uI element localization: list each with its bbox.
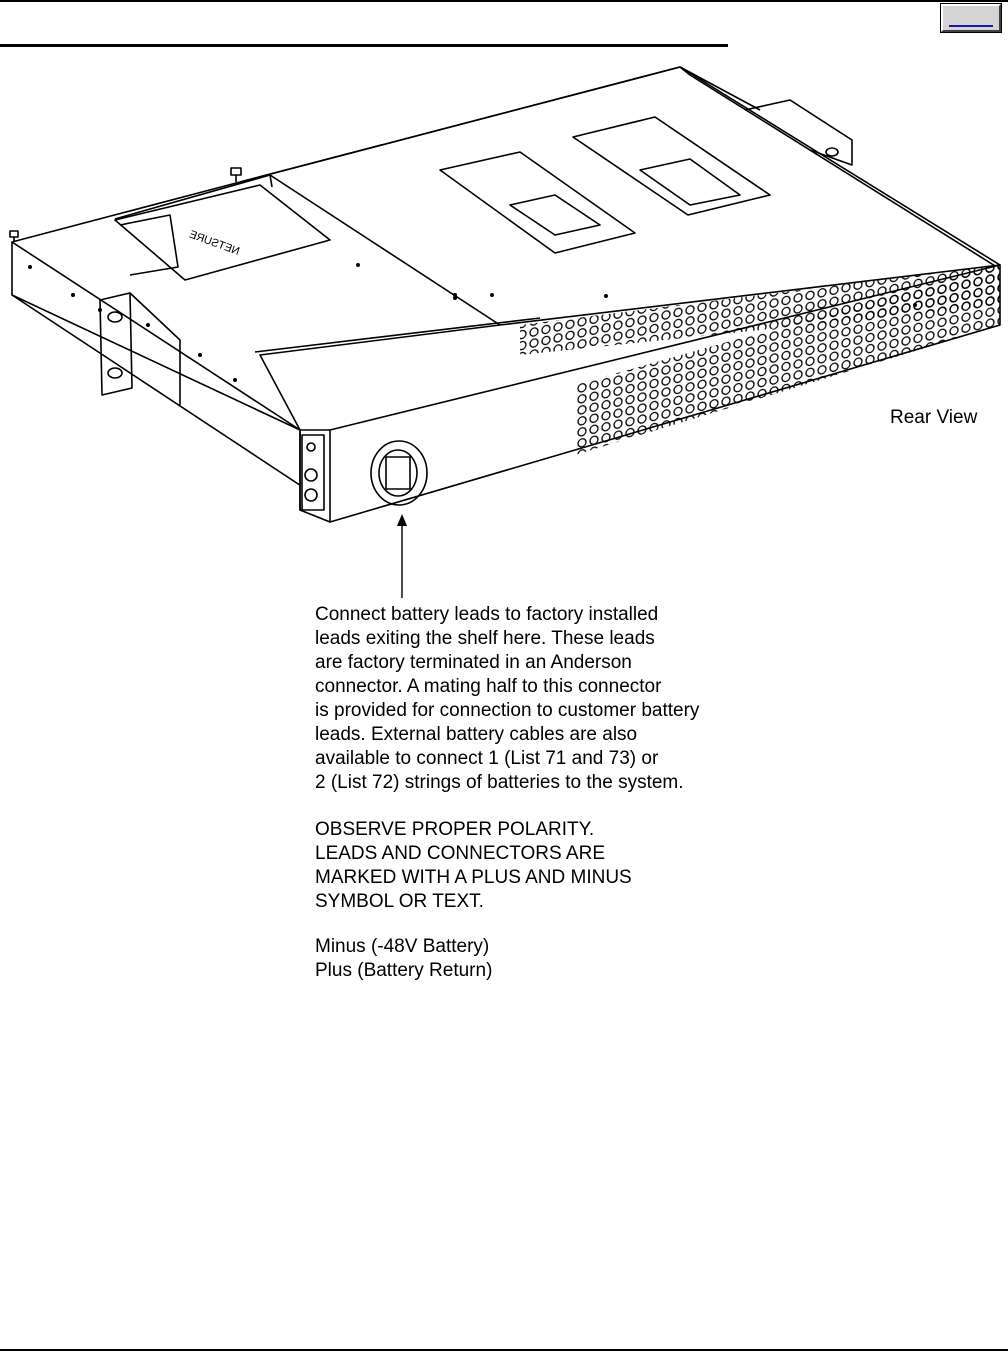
nav-button[interactable] [941,4,1001,32]
callout-line: leads. External battery cables are also [315,724,638,745]
top-rule [0,0,1008,2]
rear-view-label: Rear View [890,407,978,428]
callout-line: is provided for connection to customer battery [315,700,700,721]
callout-line: Plus (Battery Return) [315,960,493,981]
callout-paragraph-legend [315,935,492,983]
header-rule [0,44,728,47]
footer-rule [0,1349,1008,1351]
callout-line: are factory terminated in an Anderson [315,652,632,673]
callout-line: OBSERVE PROPER POLARITY. [315,819,595,840]
callout-line: SYMBOL OR TEXT. [315,891,484,912]
nav-button-underline [949,25,993,27]
callout-line: Connect battery leads to factory installed [315,604,659,625]
callout-line: 2 (List 72) strings of batteries to the system. [315,772,684,793]
callout-paragraph-instructions [315,603,699,795]
callout-line: Minus (-48V Battery) [315,936,490,957]
callout-line: leads exiting the shelf here. These leads [315,628,655,649]
callout-paragraph-polarity [315,818,632,914]
rear-view-drawing [0,55,1008,555]
callout-line: LEADS AND CONNECTORS ARE [315,843,606,864]
callout-line: available to connect 1 (List 71 and 73) or [315,748,659,769]
callout-line: MARKED WITH A PLUS AND MINUS [315,867,632,888]
device-brand-text: NETSURE [187,228,242,258]
callout-line: connector. A mating half to this connector [315,676,662,697]
